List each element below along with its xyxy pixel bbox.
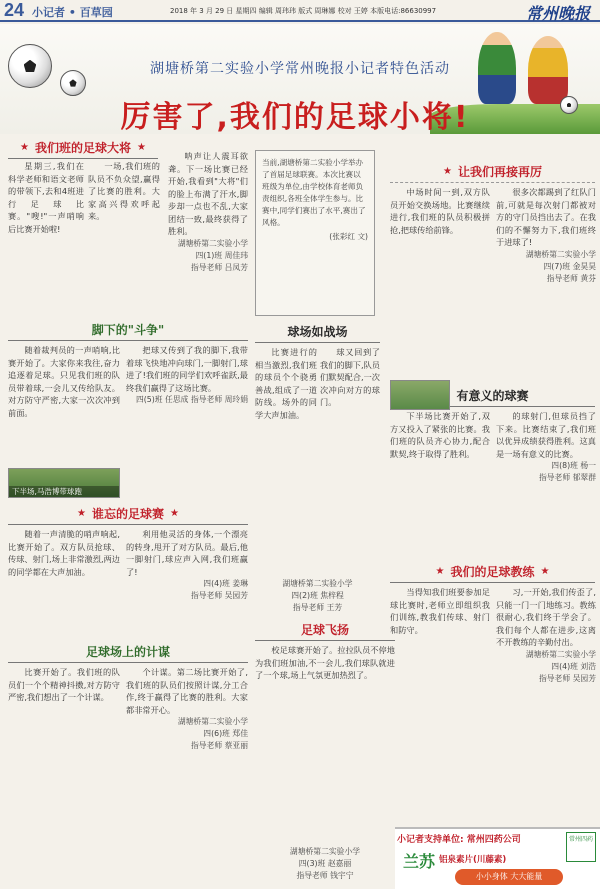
star-icon: ★ xyxy=(435,565,445,577)
divider xyxy=(390,582,595,583)
article-heading: ★ 让我们再接再厉 xyxy=(443,164,542,179)
star-icon: ★ xyxy=(443,165,452,177)
article-body: 很多次都踢到了红队门前,可就是每次射门都被对方的守门员挡出去了。在我们的不懈努力下,我们班终于进球了! 湖塘桥第二实验小学 四(7)班 金昊昊 指导老师 黄芬 xyxy=(496,187,596,283)
article-body: 个计谋。第二场比赛开始了,我们班的队员们按照计谋,分工合作,终于赢得了比赛的胜利。大家都非常开心。 湖塘桥第二实验小学 四(6)班 郑佳 指导老师 蔡亚丽 xyxy=(126,667,248,750)
sponsor-ad xyxy=(395,827,600,889)
football-icon xyxy=(8,44,52,88)
article-body: 呐声让人震耳欲聋。下一场比赛已经开始,我看到"大将"们的脸上布满了汗水,脚步却一点也不乱,大家团结一致,最终获得了胜利。 湖塘桥第二实验小学 四(1)班 周佳玮 指导老师 吕凤芳 xyxy=(168,151,248,272)
newspaper-logo: 常州晚报 xyxy=(525,4,590,23)
player-illustration xyxy=(528,36,568,104)
article-body: 比赛进行的相当激烈,我们班的球员个个骁勇善战,组成了一道防线。场外的同学大声加油。 xyxy=(255,347,317,420)
article-body: 当得知我们班要参加足球比赛时,老师立即组织我们训练,教我们传球、射门和防守。 xyxy=(390,587,490,635)
banner xyxy=(0,24,600,134)
article-heading: 足球场上的计谋 xyxy=(85,644,170,659)
ad-company-mark: 常州四药 xyxy=(566,832,596,862)
article-body: 比赛开始了。我们班的队员们一个个精神抖擞,对方防守严密,我们想出了一个计谋。 xyxy=(8,667,120,702)
divider xyxy=(8,524,248,525)
article-heading: 球场如战场 xyxy=(287,324,348,339)
article-heading: ★ 我们的足球教练 ★ xyxy=(435,564,550,579)
article-body: 随着一声清脆的哨声响起,比赛开始了。双方队员抢球、传球、射门,场上非常激烈,两边的同学都在大声加油。 xyxy=(8,529,120,577)
article-body: 中场时间一到,双方队员开始交换场地。比赛继续进行,我们班的队员积极拼抢,把球传给前锋。 xyxy=(390,187,490,235)
article-body: 一场,我们班的队员不负众望,赢得了比赛的胜利。大家高兴得欢呼起来。 xyxy=(88,161,160,221)
article-body: 球又回到了我们的脚下,队员们默契配合,一次次冲向对方的球门。 xyxy=(320,347,380,407)
page-number: 24 xyxy=(4,0,25,20)
star-icon: ★ xyxy=(540,565,550,577)
divider xyxy=(8,158,158,159)
star-icon: ★ xyxy=(77,507,86,519)
ad-product-name: 铝泉素片(川藤素) xyxy=(439,855,507,865)
byline-block: 湖塘桥第二实验小学 四(3)班 赵嘉丽 指导老师 钱宇宁 xyxy=(289,847,361,880)
byline-block: 湖塘桥第二实验小学 四(2)班 焦梓程 指导老师 王芳 xyxy=(282,579,353,612)
article-body: 下半场比赛开始了,双方又投入了紧张的比赛。我们班的队员齐心协力,配合默契,终于取得了胜利。 xyxy=(390,411,490,459)
banner-subtitle: 湖塘桥第二实验小学常州晚报小记者特色活动 xyxy=(150,61,450,77)
star-icon: ★ xyxy=(137,141,146,153)
star-icon: ★ xyxy=(170,507,179,519)
article-body: 把球又传到了我的脚下,我带着球飞快地冲向球门,一脚射门,球进了!我们班的同学们欢呼雀跃,最终我们赢得了这场比赛。 四(5)班 任思成 指导老师 周玲娟 xyxy=(126,345,248,404)
divider xyxy=(450,406,595,407)
masthead xyxy=(0,0,600,22)
banner-title: 厉害了,我们的足球小将! xyxy=(120,100,470,135)
article-heading: ★ 谁忘的足球赛 ★ xyxy=(77,506,179,521)
match-photo xyxy=(8,468,120,498)
divider xyxy=(8,662,248,663)
section-title: 小记者 • 百草园 xyxy=(32,6,113,19)
edition-info: 2018 年 3 月 29 日 星期四 编辑 周玮玮 版式 周琳娜 校对 王婷 本版电话:86630997 xyxy=(170,7,437,15)
editor-note: 当前,湖塘桥第二实验小学举办了首届足球联赛。本次比赛以班级为单位,由学校体育老师负责组织,各班全体学生参与。比赛中,同学们赛出了水平,赛出了风格。 (张彩红 文) xyxy=(255,150,375,316)
football-icon xyxy=(560,96,578,114)
article-body: 星期三,我们在科学老师和语文老师的带领下,去和4班进行足球比赛。"嗖!"一声哨响后比赛开始啦! xyxy=(8,161,84,234)
article-body: 校足球赛开始了。拉拉队员不停地为我们班加油,不一会儿,我们球队就进了一个球,场上气氛更加热烈了。 xyxy=(255,645,395,680)
divider xyxy=(255,640,395,641)
article-heading: 足球飞扬 xyxy=(300,622,349,637)
star-icon: ★ xyxy=(20,141,29,153)
article-heading: ★ 我们班的足球大将 ★ xyxy=(20,140,146,155)
divider xyxy=(255,342,380,343)
divider xyxy=(8,340,248,341)
photo-caption: 下半场,马浩博带球跑 xyxy=(9,486,119,497)
article-heading: 有意义的球赛 xyxy=(456,388,529,403)
ad-slogan: 小小身体 大大能量 xyxy=(455,869,563,885)
ad-sponsor-line: 小记者支持单位: 常州四药公司 xyxy=(397,835,521,845)
article-body: 习,一开始,我们传歪了,只能一门一门地练习。教练很耐心,我们终于学会了。我们每个人都在进步,这离不开教练的辛勤付出。 湖塘桥第二实验小学 四(4)班 刘浩 指导老师 吴园芳 xyxy=(496,587,596,683)
divider xyxy=(390,182,595,183)
ad-brand-logo: 兰苏 xyxy=(403,852,436,871)
article-body: 利用他灵活的身体,一个漂亮的转身,甩开了对方队员。最后,他一脚射门,球应声入网,我们班赢了! 四(4)班 姜琳 指导老师 吴园芳 xyxy=(126,529,248,600)
article-heading: 脚下的"斗争" xyxy=(91,322,165,337)
article-body: 的球射门,但球员挡了下来。比赛结束了,我们班以优异成绩获得胜利。这真是一场有意义的比赛。 四(8)班 杨一 指导老师 郁翠群 xyxy=(496,411,596,482)
article-body: 随着裁判员的一声哨响,比赛开始了。大家你来我往,奋力追逐着足球。只见我们班的队员带着球,一会儿又传给队友。对方防守严密,大家一次次冲到前面。 xyxy=(8,345,120,418)
